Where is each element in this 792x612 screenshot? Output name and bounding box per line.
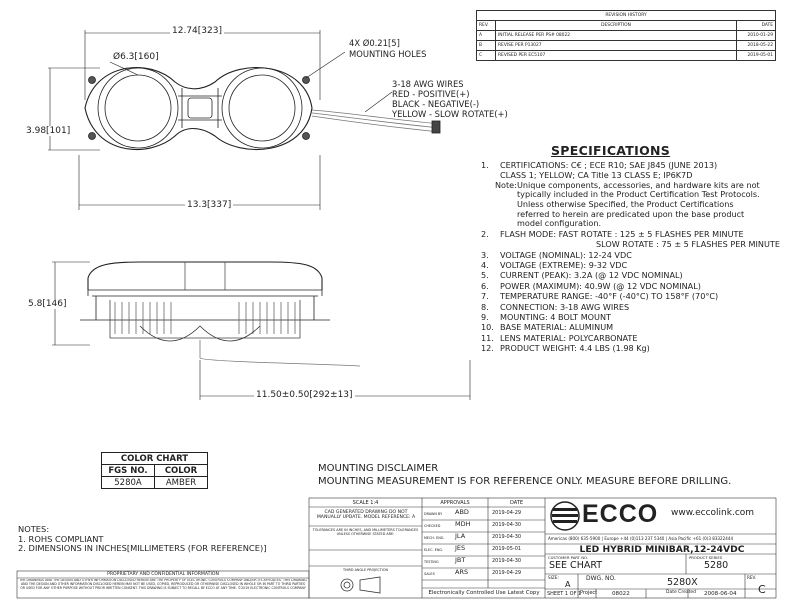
item-text: POWER (MAXIMUM): 40.9W (@ 12 VDC NOMINAL) xyxy=(500,280,701,291)
approval-date: 2019-05-01 xyxy=(492,546,522,552)
height-dimension: 5.8[146] xyxy=(28,299,67,309)
dwg-label: DWG. NO. xyxy=(586,575,616,582)
fgs-header: FGS NO. xyxy=(102,465,155,477)
item-number: 1. xyxy=(481,160,489,170)
size-value: A xyxy=(565,580,571,589)
item-text: CONNECTION: 3-18 AWG WIRES xyxy=(500,301,630,312)
list-item: 2. DIMENSIONS IN INCHES[MILLIMETERS (FOR REFERENCE)] xyxy=(18,543,267,554)
date-header: DATE xyxy=(737,21,776,31)
color-cell: AMBER xyxy=(155,477,208,489)
role-label: DRAWN BY xyxy=(424,512,443,516)
item-text: VOLTAGE (NOMINAL): 12-24 VDC xyxy=(500,249,632,260)
rev-cell: C xyxy=(477,51,496,61)
role-label: ELEC. ENG. xyxy=(424,548,444,552)
item-text: TEMPERATURE RANGE: -40°F (-40°C) TO 158°F (70°C) xyxy=(500,291,719,302)
rev-cell: B xyxy=(477,41,496,51)
proprietary-title: PROPRIETARY AND CONFIDENTIAL INFORMATION xyxy=(107,572,219,577)
list-item: 1. ROHS COMPLIANT xyxy=(18,533,104,544)
cable-length-dimension: 11.50±0.50[292±13] xyxy=(256,390,353,400)
approver-name: JBT xyxy=(455,556,466,564)
product-title: LED HYBRID MINIBAR,12-24VDC xyxy=(579,544,745,555)
product-series-value: 5280 xyxy=(704,560,729,571)
wire-yellow: YELLOW - SLOW ROTATE(+) xyxy=(392,109,508,119)
customer-part-value: SEE CHART xyxy=(549,560,603,571)
size-label: SIZE: xyxy=(548,575,559,580)
mounting-holes-qty: 4X Ø0.21[5] xyxy=(349,38,400,48)
date-cell: 2010-01-29 xyxy=(737,31,776,41)
rev-label: REV. xyxy=(747,575,757,580)
item-number: 9. xyxy=(481,312,489,323)
disclaimer-text: MOUNTING MEASUREMENT IS FOR REFERENCE ONLY. MEASURE BEFORE DRILLING. xyxy=(318,475,732,487)
depth-dimension: 3.98[101] xyxy=(26,126,71,136)
item-text: CERTIFICATIONS: C€ ; ECE R10; SAE J845 (JUNE 2013) xyxy=(500,160,718,170)
lens-diameter-dimension: Ø6.3[160] xyxy=(113,52,159,62)
disclaimer-title: MOUNTING DISCLAIMER xyxy=(318,463,439,474)
specifications-title: SPECIFICATIONS xyxy=(551,143,671,158)
customer-part-label: CUSTOMER PART NO. xyxy=(548,555,589,560)
item-number: 10. xyxy=(481,322,494,333)
date-cell: 2018-05-22 xyxy=(737,41,776,51)
color-header: COLOR xyxy=(155,465,208,477)
date-cell: 2019-05-01 xyxy=(737,51,776,61)
flash-line2: SLOW ROTATE : 75 ± 5 FLASHES PER MINUTE xyxy=(596,239,780,250)
rev-value: C xyxy=(758,583,766,596)
note-text: Unique components, accessories, and hardware kits are not typically included in the Product Certification Test Protocols. Unless otherwise Specified, the Product Certifications referred to herein are predicated upon the base product model configuration. xyxy=(517,179,760,229)
item-text: FLASH MODE: FAST ROTATE : 125 ± 5 FLASHES PER MINUTE xyxy=(500,228,744,239)
project-label: Project xyxy=(580,590,598,596)
approval-date: 2019-04-30 xyxy=(492,534,522,540)
revision-history-title: REVISION HISTORY xyxy=(477,11,776,21)
role-label: TESTING xyxy=(424,560,439,564)
ecco-logo-text: ECCO xyxy=(582,500,659,528)
base-width-dimension: 13.3[337] xyxy=(187,200,232,210)
project-value: 08022 xyxy=(612,591,630,597)
approver-name: ABD xyxy=(455,508,469,516)
contacts: Americas (800) 635-5900 | Europe +44 (0)113 237 5340 | Asia Pacific +61 (0)3 83322444 xyxy=(548,536,734,541)
item-number: 8. xyxy=(481,301,489,312)
wire-red: RED - POSITIVE(+) xyxy=(392,89,470,99)
notes-title: NOTES: xyxy=(18,524,50,534)
approvals-header: APPROVALS xyxy=(440,500,470,506)
sheet: SHEET 1 OF 1 xyxy=(547,591,582,597)
role-label: SALES xyxy=(424,572,435,576)
item-text: VOLTAGE (EXTREME): 9-32 VDC xyxy=(500,260,628,270)
third-angle-projection-symbol xyxy=(341,577,380,593)
item-number: 6. xyxy=(481,280,489,291)
description-cell: INITIAL RELEASE PER PS# 08022 xyxy=(496,31,737,41)
fgs-cell: 5280A xyxy=(102,477,155,489)
rev-header: REV. xyxy=(477,21,496,31)
electronic-control-note: Electronically Controlled Use Latest Copy xyxy=(428,590,540,596)
description-cell: REVISE PER P13027 xyxy=(496,41,737,51)
wire-black: BLACK - NEGATIVE(-) xyxy=(392,99,480,109)
description-header: DESCRIPTION xyxy=(496,21,737,31)
item-number: 5. xyxy=(481,270,489,281)
item-number: 11. xyxy=(481,332,494,343)
description-cell: REVISED PER EC5107 xyxy=(496,51,737,61)
approval-date: 2019-04-29 xyxy=(492,570,522,576)
approval-date: 2019-04-30 xyxy=(492,522,522,528)
item-number: 2. xyxy=(481,228,489,239)
projection-label: THIRD ANGLE PROJECTION xyxy=(342,568,389,572)
note-label: Note: xyxy=(495,179,517,190)
proprietary-text: THE DRAWINGS AND THE DESIGN AND OTHER INFORMATION DISCLOSED HEREIN ARE THE PROPERTY OF ELECTRONIC CONTROLS COMPANY AND/OR ITS AFFILIATES. THIS DRAWING AND THE DESIGN AND OTHER INFORMATION DISCLOSED HEREIN MAY NOT BE USED, COPIED, REPRODUCED OR OTHERWISE DISCLOSED IN WHOLE OR IN PART TO THIRD PARTIES OR USED FOR ANY OTHER PURPOSE WITHOUT PRIOR WRITTEN CONSENT. THIS DRAWING IS SUBJECT TO RECALL BY ECCO AT ANY TIME. ©2019 ELECTRONIC CONTROLS COMPANY xyxy=(19,579,307,590)
dwg-number: 5280X xyxy=(667,577,698,588)
item-text: LENS MATERIAL: POLYCARBONATE xyxy=(500,332,638,343)
approver-name: JES xyxy=(455,544,466,552)
item-text: PRODUCT WEIGHT: 4.4 LBS (1.98 Kg) xyxy=(500,343,650,354)
item-text: MOUNTING: 4 BOLT MOUNT xyxy=(500,312,611,323)
rev-cell: A xyxy=(477,31,496,41)
date-created-value: 2008-06-04 xyxy=(704,591,737,597)
approver-name: JLA xyxy=(455,532,466,540)
item-text: BASE MATERIAL: ALUMINUM xyxy=(500,322,614,333)
approval-date: 2019-04-29 xyxy=(492,510,522,516)
approver-name: MDH xyxy=(455,520,471,528)
mounting-holes-label: MOUNTING HOLES xyxy=(349,49,427,59)
item-number: 4. xyxy=(481,260,489,270)
wire-gauge: 3-18 AWG WIRES xyxy=(392,79,464,89)
tolerances-note: TOLERANCES ARE IN INCHES, AND MILLIMETERS TOLERANCES UNLESS OTHERWISE STATED ARE: xyxy=(312,528,419,536)
scale: SCALE 1:4 xyxy=(352,500,379,506)
product-series-label: PRODUCT SERIES xyxy=(689,555,723,560)
ecco-globe-icon xyxy=(550,501,580,531)
approval-date: 2019-04-30 xyxy=(492,558,522,564)
item-number: 3. xyxy=(481,249,489,260)
cert-line2: CLASS 1; YELLOW; CA Title 13 CLASS E; IP6K7D xyxy=(500,170,693,181)
item-number: 7. xyxy=(481,291,489,302)
cad-note: CAD GENERATED DRAWING DO NOT MANUALLY UPDATE. MODEL REFERENCE: A xyxy=(316,510,416,521)
role-label: MECH. ENG. xyxy=(424,536,445,540)
overall-width-dimension: 12.74[323] xyxy=(172,26,222,36)
website: www.eccolink.com xyxy=(671,508,755,518)
role-label: CHECKED xyxy=(424,524,441,528)
item-text: CURRENT (PEAK): 3.2A (@ 12 VDC NOMINAL) xyxy=(500,270,683,281)
date-header: DATE xyxy=(509,500,523,506)
date-created-label: Date Created xyxy=(666,590,696,595)
item-number: 12. xyxy=(481,343,494,354)
approver-name: ARS xyxy=(455,568,469,576)
color-chart-title: COLOR CHART xyxy=(102,453,208,465)
